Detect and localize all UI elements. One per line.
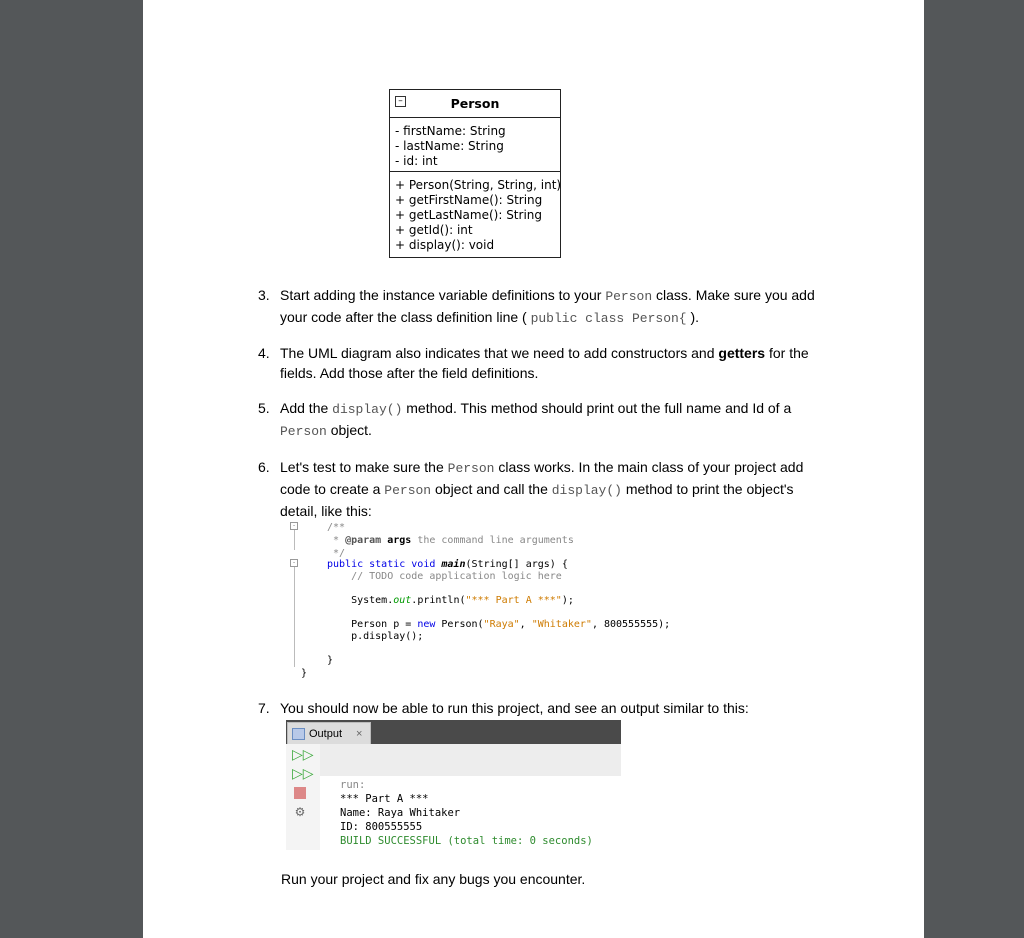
code-token: Person( [435,619,484,630]
text-run: The UML diagram also indicates that we need to add constructors and [280,345,719,361]
code-line [327,595,574,607]
rerun-icon[interactable]: ▷▷ [292,746,314,762]
code-token: "Raya" [483,619,520,630]
text-run: class. Make sure you add your code after the class definition line ( [280,287,815,325]
code-block [283,520,723,680]
code-token: Person p = [327,619,418,630]
inline-code: Person [384,483,432,498]
fold-toggle-icon[interactable]: - [290,559,298,567]
uml-method: + display(): void [395,238,495,252]
uml-class-diagram [389,89,561,258]
output-header-strip [320,744,621,776]
uml-method: + getId(): int [395,223,473,237]
step-number: 4. [258,345,270,361]
code-token: main [441,559,466,570]
output-line: *** Part A *** [340,793,429,805]
code-token: @param [345,535,382,546]
text-run: object. [326,422,372,438]
code-line: } [301,668,308,679]
text-run: object and call the [431,481,552,497]
output-window-icon [292,728,305,740]
output-tab-bar [286,720,621,744]
output-line: Name: Raya Whitaker [340,807,461,819]
code-token: System. [327,595,394,606]
text-run: for the fields. Add those after the field definitions. [280,345,809,381]
step-text [280,343,830,383]
inline-code: public class Person{ [530,311,687,326]
inline-code: Person [280,424,327,439]
inline-code: display() [551,483,622,498]
step-number: 6. [258,459,270,475]
code-line: } [327,655,334,666]
step-number: 7. [258,700,270,716]
code-token: public static void [327,559,442,570]
code-line: // TODO code application logic here [327,571,562,582]
closing-instruction: Run your project and fix any bugs you encounter. [281,871,586,887]
step-text: You should now be able to run this project, and see an output similar to this: [280,700,749,716]
uml-attribute: - firstName: String [395,124,506,138]
stop-icon[interactable] [294,787,306,799]
code-token: the command line arguments [411,535,574,546]
output-window [286,720,621,850]
step-text [280,398,830,442]
text-run: Start adding the instance variable definitions to your [280,287,606,303]
step-number: 5. [258,400,270,416]
output-console [320,744,621,850]
text-run: ). [686,309,700,325]
text-run: method to print the object's detail, like this: [280,481,794,519]
text-run: class works. In the main class of your project add code to create a [280,459,804,497]
uml-methods [390,172,560,257]
fold-line [294,567,295,667]
step-text [280,285,830,329]
rerun-with-options-icon[interactable]: ▷▷ [292,765,314,781]
uml-attribute: - lastName: String [395,139,504,153]
code-line: /** [327,522,346,533]
output-line: run: [340,779,366,791]
output-toolbar [286,744,320,850]
code-line [327,619,670,631]
minus-box-icon[interactable]: – [395,96,406,107]
code-token: , 800555555); [591,619,671,630]
step-text [280,457,830,521]
code-token: args [381,535,412,546]
text-run: method. This method should print out the full name and Id of a [402,400,792,416]
code-token: "*** Part A ***" [465,595,562,606]
bold-text: getters [718,345,766,361]
output-line: BUILD SUCCESSFUL (total time: 0 seconds) [340,835,593,847]
code-line: */ [327,548,346,559]
output-tab-label: Output [309,728,343,740]
output-tab[interactable] [287,722,371,745]
uml-class-name: Person [450,96,500,111]
inline-code: Person [605,289,653,304]
code-token: , [519,619,532,630]
uml-method: + Person(String, String, int) [395,178,562,192]
code-token: ); [561,595,574,606]
code-token: .println( [411,595,466,606]
uml-method: + getLastName(): String [395,208,543,222]
code-token: (String[] args) { [465,559,568,570]
text-run: Let's test to make sure the [280,459,448,475]
output-text [340,778,593,848]
settings-icon[interactable]: ⚙ [294,805,306,819]
code-token: "Whitaker" [531,619,592,630]
text-run: Add the [280,400,333,416]
code-line [327,535,574,547]
uml-attribute: - id: int [395,154,438,168]
uml-attributes [390,118,560,172]
output-line: ID: 800555555 [340,821,423,833]
inline-code: Person [447,461,495,476]
inline-code: display() [332,402,403,417]
fold-toggle-icon[interactable]: - [290,522,298,530]
step-number: 3. [258,287,270,303]
uml-method: + getFirstName(): String [395,193,543,207]
code-token: * [327,535,346,546]
code-line [327,559,568,571]
code-token: out [393,595,412,606]
code-line: p.display(); [327,631,424,642]
uml-header [390,90,560,118]
fold-line [294,530,295,550]
code-token: new [417,619,436,630]
close-icon[interactable]: × [356,728,363,740]
